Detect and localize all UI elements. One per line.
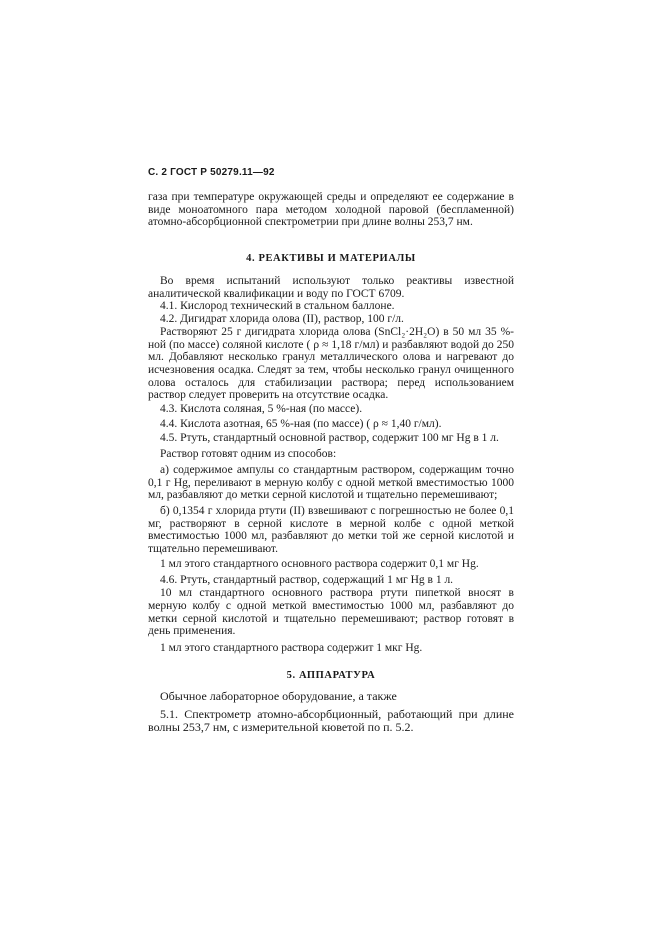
- paragraph-4-2-method: Растворяют 25 г дигидрата хлорида олова (SnCl₂·2H₂O) в 50 мл 35 %-ной (по массе) соляной кислоте ( ρ ≈ 1,18 г/мл) и разбавляют водой до 250 мл. Добавляют несколько гранул металлического олова и нагревают до исчезновения осадка. Следят за тем, чтобы несколько гранул очищенного олова осталось для стабилизации раствора; перед использованием раствор следует проверить на отсутствие осадка.: [148, 325, 514, 402]
- paragraph-4-6-content: 1 мл этого стандартного раствора содержит 1 мкг Hg.: [160, 641, 423, 654]
- paragraph-4-2: 4.2. Дигидрат хлорида олова (II), раствор, 100 г/л.: [160, 313, 404, 326]
- paragraph-4-6-method: 10 мл стандартного основного раствора ртути пипеткой вносят в мерную колбу с одной меткой вместимостью 1000 мл, разбавляют до метки серной кислотой и тщательно перемешивают; раствор готовят в день применения.: [148, 587, 514, 638]
- paragraph-5-intro: Обычное лабораторное оборудование, а также: [160, 689, 397, 703]
- paragraph-4-5-a: а) содержимое ампулы со стандартным раствором, содержащим точно 0,1 г Hg, переливают в мерную колбу с одной меткой вместимостью 1000 мл, разбавляют до метки серной кислотой и тщательно перемешивают;: [148, 463, 514, 502]
- paragraph-4-1: 4.1. Кислород технический в стальном баллоне.: [160, 300, 395, 313]
- intro-text: газа при температуре окружающей среды и определяют ее содержание в виде моноатомного пара методом холодной паровой (беспламенной) атомно-абсорбционной спектрометрии при длине волны 253,7 нм.: [148, 191, 514, 229]
- paragraph-4-5-methods: Раствор готовят одним из способов:: [160, 448, 337, 461]
- section-5-title: 5. АППАРАТУРА: [286, 670, 376, 681]
- paragraph-4-4: 4.4. Кислота азотная, 65 %-ная (по массе) ( ρ ≈ 1,40 г/мл).: [160, 417, 442, 430]
- section-4-title: 4. РЕАКТИВЫ И МАТЕРИАЛЫ: [246, 253, 416, 264]
- paragraph-4-5: 4.5. Ртуть, стандартный основной раствор, содержит 100 мг Hg в 1 л.: [160, 432, 499, 445]
- paragraph-4-6: 4.6. Ртуть, стандартный раствор, содержащий 1 мг Hg в 1 л.: [160, 574, 454, 587]
- paragraph-4-5-content: 1 мл этого стандартного основного раствора содержит 0,1 мг Hg.: [160, 557, 479, 570]
- section-5-body: [148, 690, 514, 734]
- paragraph-4-3: 4.3. Кислота соляная, 5 %-ная (по массе).: [160, 403, 363, 416]
- section-4-body: [148, 275, 514, 655]
- page-header: С. 2 ГОСТ Р 50279.11—92: [148, 167, 275, 178]
- paragraph-4-intro: Во время испытаний используют только реактивы известной аналитической квалификации и воду по ГОСТ 6709.: [148, 275, 514, 300]
- paragraph-4-5-b: б) 0,1354 г хлорида ртути (II) взвешивают с погрешностью не более 0,1 мг, растворяют в серной кислоте в мерной колбе с одной меткой вместимостью 1000 мл, разбавляют до метки той же серной кислотой и тщательно перемешивают.: [148, 504, 514, 556]
- intro-paragraph: [148, 191, 514, 229]
- paragraph-5-1: 5.1. Спектрометр атомно-абсорбционный, работающий при длине волны 253,7 нм, с измерительной кюветой по п. 5.2.: [148, 707, 514, 734]
